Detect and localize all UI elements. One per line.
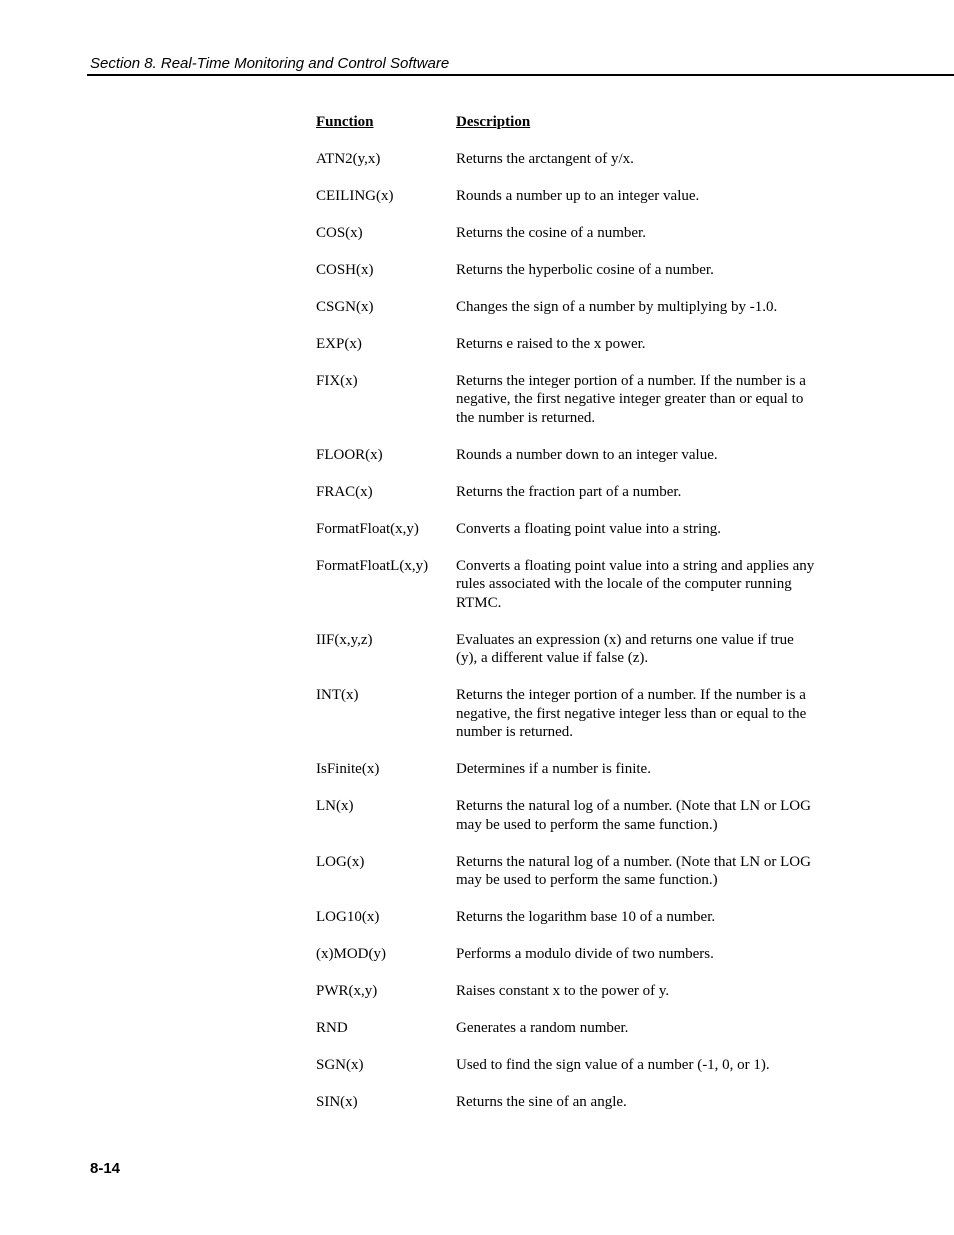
function-description: Used to find the sign value of a number (-1, 0, or 1). [456, 1057, 770, 1073]
table-row [316, 631, 816, 668]
function-description: Returns e raised to the x power. [456, 335, 646, 352]
function-description: Determines if a number is finite. [456, 761, 651, 777]
function-description: Returns the natural log of a number. (Note that LN or LOG may be used to perform the same function.) [456, 798, 811, 833]
function-name: FormatFloat(x,y) [316, 520, 419, 537]
function-name: IIF(x,y,z) [316, 631, 373, 648]
function-name: INT(x) [316, 687, 359, 703]
table-row [316, 797, 816, 834]
table-row [316, 520, 816, 539]
table-row [316, 1093, 816, 1112]
table-row [316, 853, 816, 890]
function-description: Returns the integer portion of a number. If the number is a negative, the first negative integer greater than or equal to the number is returned. [456, 372, 806, 426]
function-description: Returns the sine of an angle. [456, 1094, 627, 1110]
function-description: Rounds a number down to an integer value. [456, 446, 718, 463]
function-name: IsFinite(x) [316, 761, 380, 777]
header-rule [87, 74, 954, 76]
table-row [316, 760, 816, 779]
function-name: FIX(x) [316, 372, 358, 389]
function-name: ATN2(y,x) [316, 150, 381, 167]
function-description: Returns the hyperbolic cosine of a number. [456, 261, 714, 278]
section-header: Section 8. Real-Time Monitoring and Control Software [90, 55, 450, 72]
table-row [316, 224, 816, 243]
function-description: Performs a modulo divide of two numbers. [456, 946, 714, 962]
function-name: LOG10(x) [316, 909, 380, 925]
function-description: Returns the arctangent of y/x. [456, 150, 634, 167]
function-description: Changes the sign of a number by multiplying by -1.0. [456, 298, 778, 315]
table-header-row [316, 113, 816, 132]
table-row [316, 483, 816, 502]
function-name: LOG(x) [316, 853, 365, 870]
function-name: FormatFloatL(x,y) [316, 557, 429, 574]
function-description: Returns the cosine of a number. [456, 224, 646, 241]
table-row [316, 557, 816, 613]
function-name: PWR(x,y) [316, 983, 378, 999]
function-name: COS(x) [316, 224, 363, 241]
function-name: (x)MOD(y) [316, 946, 386, 962]
function-name: FLOOR(x) [316, 446, 383, 463]
function-description: Returns the integer portion of a number. If the number is a negative, the first negative integer less than or equal to the number is returned. [456, 687, 807, 740]
function-column-header: Function [316, 114, 374, 130]
function-description: Rounds a number up to an integer value. [456, 187, 700, 204]
function-name: CSGN(x) [316, 298, 374, 315]
function-name: EXP(x) [316, 335, 362, 352]
table-row [316, 982, 816, 1001]
function-description: Generates a random number. [456, 1020, 629, 1036]
table-row [316, 686, 816, 742]
table-row [316, 1056, 816, 1075]
function-description: Evaluates an expression (x) and returns one value if true (y), a different value if false (z). [456, 631, 794, 666]
table-row [316, 261, 816, 280]
function-name: LN(x) [316, 798, 354, 814]
function-table [316, 113, 816, 1130]
function-name: FRAC(x) [316, 483, 373, 500]
table-row [316, 908, 816, 927]
page-number: 8-14 [90, 1160, 121, 1177]
description-column-header: Description [456, 114, 531, 130]
table-row [316, 945, 816, 964]
function-description: Raises constant x to the power of y. [456, 983, 670, 999]
table-row [316, 187, 816, 206]
function-name: COSH(x) [316, 261, 374, 278]
table-row [316, 298, 816, 317]
function-name: SIN(x) [316, 1094, 358, 1110]
function-description: Converts a floating point value into a string and applies any rules associated with the locale of the computer running RTMC. [456, 557, 815, 611]
function-name: RND [316, 1020, 348, 1036]
function-description: Returns the logarithm base 10 of a number. [456, 909, 716, 925]
function-name: SGN(x) [316, 1057, 364, 1073]
function-description: Returns the fraction part of a number. [456, 483, 682, 500]
table-row [316, 150, 816, 169]
table-row [316, 335, 816, 354]
table-row [316, 372, 816, 428]
function-description: Converts a floating point value into a string. [456, 520, 721, 537]
table-row [316, 446, 816, 465]
function-name: CEILING(x) [316, 187, 394, 204]
function-description: Returns the natural log of a number. (Note that LN or LOG may be used to perform the same function.) [456, 853, 811, 888]
table-row [316, 1019, 816, 1038]
